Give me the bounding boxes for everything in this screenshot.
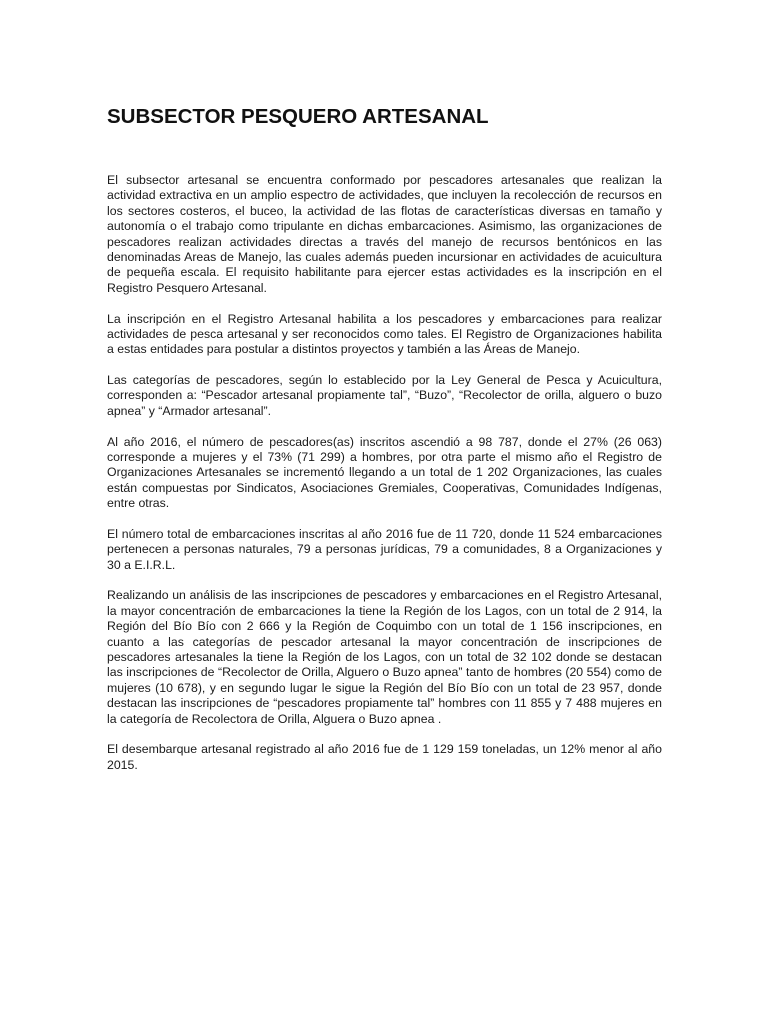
paragraph-vessel-statistics: El número total de embarcaciones inscritas al año 2016 fue de 11 720, donde 11 524 embarcaciones pertenecen a personas naturales, 79 a personas jurídicas, 79 a comunidades, 8 a Organizaciones y 30 a E.I.R.L. <box>107 526 662 572</box>
paragraph-subsector-description: El subsector artesanal se encuentra conformado por pescadores artesanales que realizan la actividad extractiva en un amplio espectro de actividades, que incluyen la recolección de recursos en los sectores costeros, el buceo, la actividad de las flotas de características diversas en tamaño y autonomía o el trabajo como tripulante en dichas embarcaciones. Asimismo, las organizaciones de pescadores realizan actividades directas a través del manejo de recursos bentónicos en las denominadas Areas de Manejo, las cuales además pueden incursionar en actividades de acuicultura de pequeña escala. El requisito habilitante para ejercer estas actividades es la inscripción en el Registro Pesquero Artesanal. <box>107 173 662 295</box>
paragraph-regional-analysis: Realizando un análisis de las inscripciones de pescadores y embarcaciones en el Registro Artesanal, la mayor concentración de embarcaciones la tiene la Región de los Lagos, con un total de 2 914, la Región del Bío Bío con 2 666 y la Región de Coquimbo con un total de 1 156 inscripciones, en cuanto a las categorías de pescador artesanal la mayor concentración de inscripciones de pescadores artesanales la tiene la Región de los Lagos, con un total de 32 102 donde se destacan las inscripciones de “Recolector de Orilla, Alguero o Buzo apnea” tanto de hombres (20 554) como de mujeres (10 678), y en segundo lugar le sigue la Región del Bío Bío con un total de 23 957, donde destacan las inscripciones de “pescadores propiamente tal” hombres con 11 855 y 7 488 mujeres en la categoría de Recolectora de Orilla, Alguera o Buzo apnea . <box>107 588 662 726</box>
paragraph-fisher-categories: Las categorías de pescadores, según lo establecido por la Ley General de Pesca y Acuicultura, corresponden a: “Pescador artesanal propiamente tal”, “Buzo”, “Recolector de orilla, alguero o buzo apnea” y “Armador artesanal”. <box>107 373 662 418</box>
paragraph-landings: El desembarque artesanal registrado al año 2016 fue de 1 129 159 toneladas, un 12% menor al año 2015. <box>107 742 662 772</box>
document-title: SUBSECTOR PESQUERO ARTESANAL <box>107 105 489 128</box>
paragraph-fisher-statistics: Al año 2016, el número de pescadores(as) inscritos ascendió a 98 787, donde el 27% (26 063) corresponde a mujeres y el 73% (71 299) a hombres, por otra parte el mismo año el Registro de Organizaciones Artesanales se incrementó llegando a un total de 1 202 Organizaciones, las cuales están compuestas por Sindicatos, Asociaciones Gremiales, Cooperativas, Comunidades Indígenas, entre otras. <box>107 434 662 511</box>
paragraph-registry-enablement: La inscripción en el Registro Artesanal habilita a los pescadores y embarcaciones para realizar actividades de pesca artesanal y ser reconocidos como tales. El Registro de Organizaciones habilita a estas entidades para postular a distintos proyectos y también a las Áreas de Manejo. <box>107 311 662 357</box>
document-body <box>107 173 662 788</box>
